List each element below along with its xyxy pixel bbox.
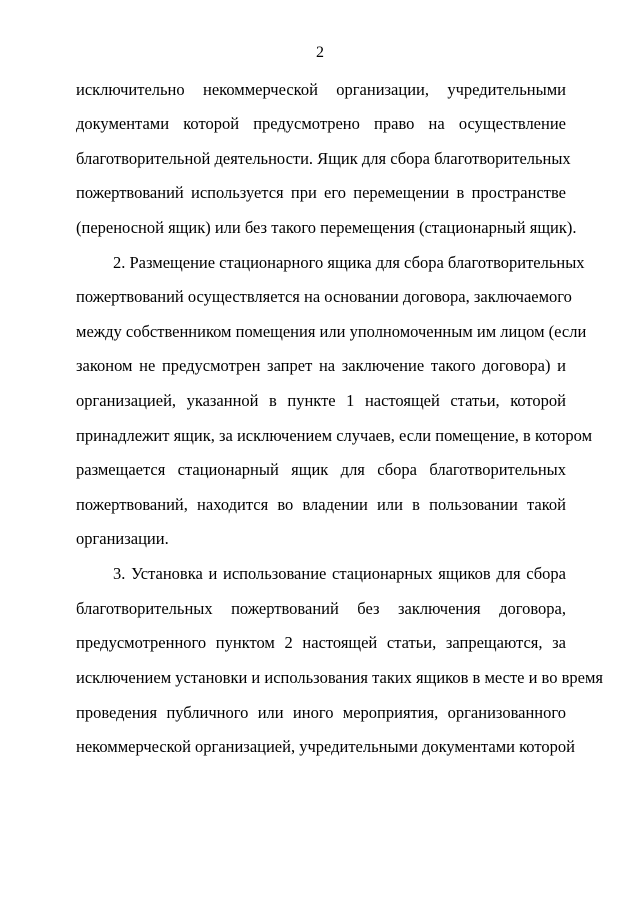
text-line: организацией, указанной в пункте 1 настоящей статьи, которой: [76, 391, 566, 410]
text-line: законом не предусмотрен запрет на заключение такого договора) и: [76, 356, 566, 375]
text-line: исключительно некоммерческой организации, учредительными: [76, 80, 566, 99]
text-line: благотворительных пожертвований без заключения договора,: [76, 599, 566, 618]
text-line: благотворительной деятельности. Ящик для сбора благотворительных: [76, 149, 571, 168]
paragraph-first-line: 3. Установка и использование стационарных ящиков для сбора: [113, 564, 566, 583]
text-line: (переносной ящик) или без такого перемещения (стационарный ящик).: [76, 218, 577, 237]
text-line: предусмотренного пунктом 2 настоящей статьи, запрещаются, за: [76, 633, 566, 652]
text-line: между собственником помещения или уполномоченным им лицом (если: [76, 322, 587, 341]
text-line: документами которой предусмотрено право на осуществление: [76, 114, 566, 133]
text-line: некоммерческой организацией, учредительными документами которой: [76, 737, 575, 756]
text-line: пожертвований, находится во владении или в пользовании такой: [76, 495, 566, 514]
text-line: организации.: [76, 529, 169, 548]
text-line: пожертвований осуществляется на основании договора, заключаемого: [76, 287, 572, 306]
page-number: 2: [316, 44, 324, 61]
text-line: размещается стационарный ящик для сбора благотворительных: [76, 460, 566, 479]
text-line: исключением установки и использования таких ящиков в месте и во время: [76, 668, 604, 687]
text-line: принадлежит ящик, за исключением случаев, если помещение, в котором: [76, 426, 593, 445]
text-line: пожертвований используется при его перемещении в пространстве: [76, 183, 566, 202]
text-line: проведения публичного или иного мероприятия, организованного: [76, 703, 566, 722]
paragraph-first-line: 2. Размещение стационарного ящика для сбора благотворительных: [113, 253, 585, 272]
